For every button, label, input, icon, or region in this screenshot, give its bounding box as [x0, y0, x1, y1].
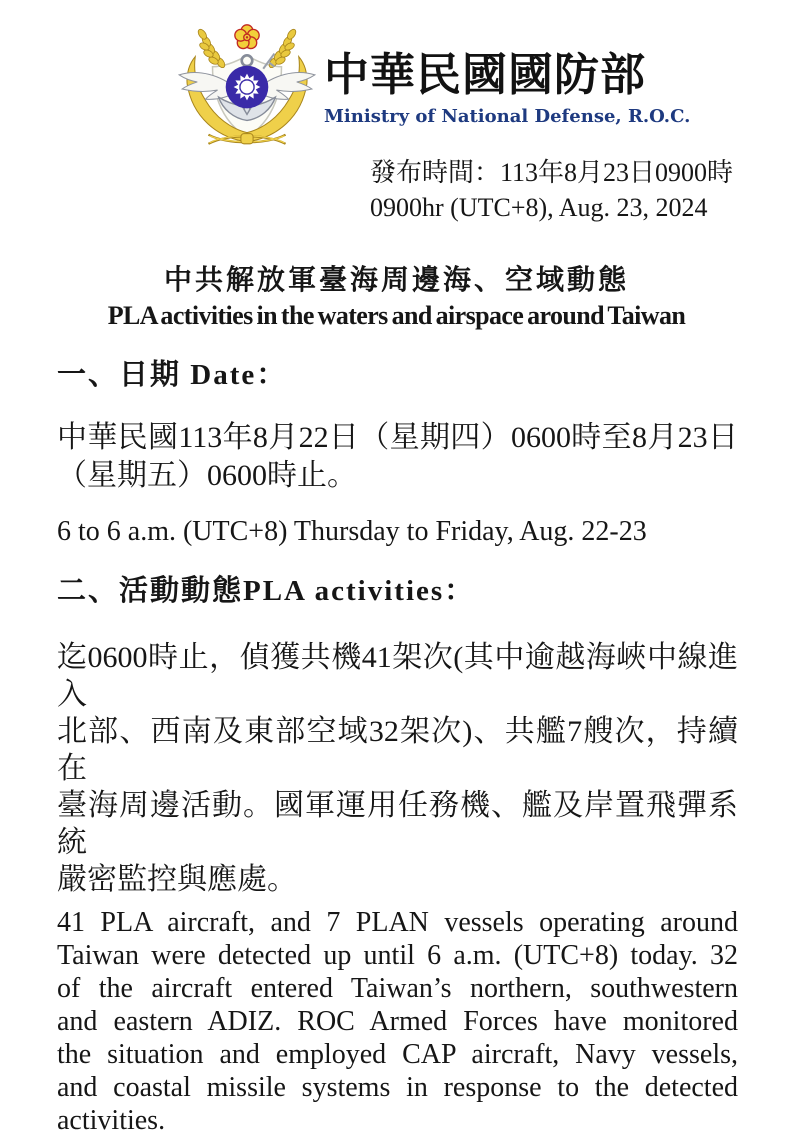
date-paragraph-en: 6 to 6 a.m. (UTC+8) Thursday to Friday, Aug. 22-23: [57, 516, 647, 547]
activities-en-line-5: the situation and employed CAP aircraft, Navy vessels,: [57, 1039, 738, 1070]
activities-zh-line-2: 北部、西南及東部空域32架次)、共艦7艘次，持續在: [57, 715, 738, 785]
document-title: [0, 258, 793, 331]
mnd-emblem-svg: [176, 22, 318, 150]
activities-zh-line-4: 嚴密監控與應處。: [57, 863, 297, 896]
org-name-en: Ministry of National Defense, R.O.C.: [324, 105, 691, 127]
activities-en-line-6: and coastal missile systems in response to the detected: [57, 1072, 738, 1103]
release-time-zh: 發布時間：113年8月23日0900時: [370, 158, 734, 187]
activities-en-line-2: Taiwan were detected up until 6 a.m. (UTC+8) today. 32: [57, 940, 738, 971]
org-name-block: [324, 22, 690, 127]
activities-en-line-7: activities.: [57, 1105, 166, 1136]
activities-paragraph-zh: [57, 639, 738, 898]
date-zh-line-2: （星期五）0600時止。: [57, 459, 357, 492]
document-body: [57, 357, 738, 1137]
date-paragraph-zh: [57, 419, 738, 495]
activities-paragraph-en: [57, 906, 738, 1137]
document-title-zh: 中共解放軍臺海周邊海、空域動態: [163, 265, 629, 296]
mnd-emblem-icon: [176, 22, 318, 150]
activities-zh-line-3: 臺海周邊活動。國軍運用任務機、艦及岸置飛彈系統: [57, 789, 738, 859]
activities-en-line-3: of the aircraft entered Taiwan’s northern, southwestern: [57, 973, 738, 1004]
activities-en-line-1: 41 PLA aircraft, and 7 PLAN vessels operating around: [57, 907, 738, 938]
release-time: [370, 155, 733, 225]
section-2-heading: 二、活動動態PLA activities：: [57, 575, 476, 607]
document-title-en: PLA activities in the waters and airspace around Taiwan: [107, 301, 686, 330]
section-1-heading: 一、日期 Date：: [57, 359, 288, 391]
date-zh-line-1: 中華民國113年8月22日（星期四）0600時至8月23日: [57, 421, 738, 454]
header: [176, 22, 690, 150]
activities-zh-line-1: 迄0600時止，偵獲共機41架次(其中逾越海峽中線進入: [57, 641, 738, 711]
activities-en-line-4: and eastern ADIZ. ROC Armed Forces have monitored: [57, 1006, 738, 1037]
org-name-zh: 中華民國國防部: [324, 50, 647, 100]
release-time-en: 0900hr (UTC+8), Aug. 23, 2024: [370, 193, 708, 222]
